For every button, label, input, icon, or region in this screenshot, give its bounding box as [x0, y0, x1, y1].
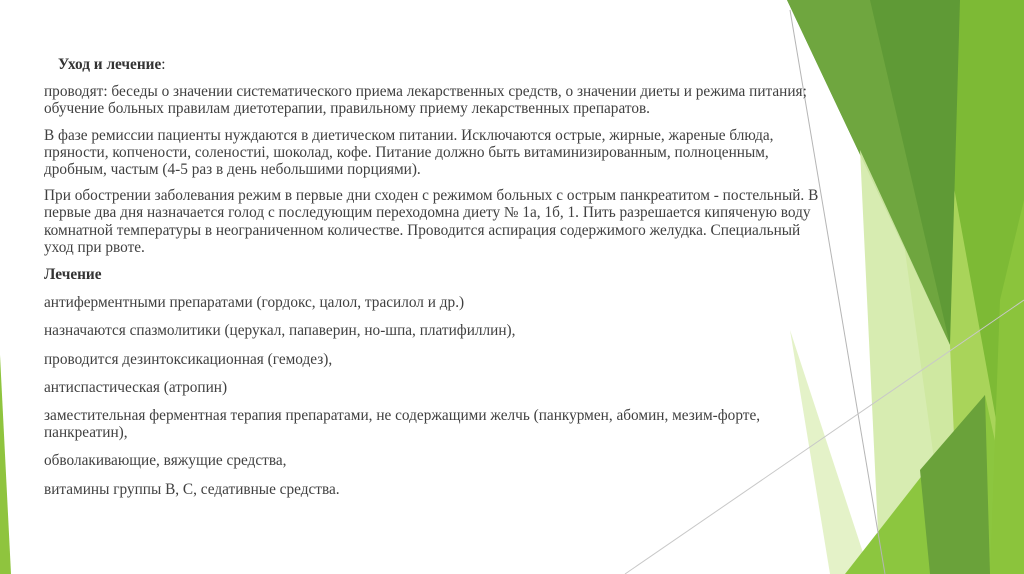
- treatment-item: заместительная ферментная терапия препаратами, не содержащими желчь (панкурмен, абомин, мезим-форте, панкреатин),: [44, 407, 761, 442]
- treatment-item: антиспастическая (атропин): [44, 378, 228, 396]
- care-heading-colon: :: [161, 56, 166, 73]
- paragraph-care: проводят: беседы о значении систематического приема лекарственных средств, о значении диеты и режима питания; обучение больных правилам диетотерапии, правильному приему лекарственных препаратов.: [44, 83, 807, 118]
- slide-text: [44, 56, 829, 498]
- care-heading-text: Уход и лечение: [58, 56, 162, 73]
- paragraph-remission: В фазе ремиссии пациенты нуждаются в диетическом питании. Исключаются острые, жирные, жареные блюда, пряности, копчености, соленостиi, шоколад, кофе. Питание должно быть витаминизированным, полноценным, дробным, частым (4-5 раз в день небольшими порциями).: [44, 126, 774, 179]
- treatment-item: обволакивающие, вяжущие средства,: [44, 452, 287, 470]
- care-heading: [58, 56, 829, 73]
- treatment-item: антиферментными препаратами (гордокс, цалол, трасилол и др.): [44, 294, 465, 312]
- left-green-sliver: [0, 355, 11, 574]
- treatment-heading: Лечение: [44, 266, 102, 284]
- treatment-item: витамины группы В, С, седативные средства.: [44, 480, 340, 498]
- treatment-item: назначаются спазмолитики (церукал, папаверин, но-шпа, платифиллин),: [44, 322, 516, 340]
- treatment-item: проводится дезинтоксикационная (гемодез),: [44, 350, 333, 368]
- paragraph-exacerbation: При обострении заболевания режим в первые дни сходен с режимом больных с острым панкреатитом - постельный. В первые два дня назначается голод с последующим переходомна диету № 1а, 1б, 1. Пить разрешается кипяченую воду комнатной температуры в неограниченном количестве. Проводится аспирация содержимого желудка. Специальный уход при рвоте.: [44, 187, 819, 256]
